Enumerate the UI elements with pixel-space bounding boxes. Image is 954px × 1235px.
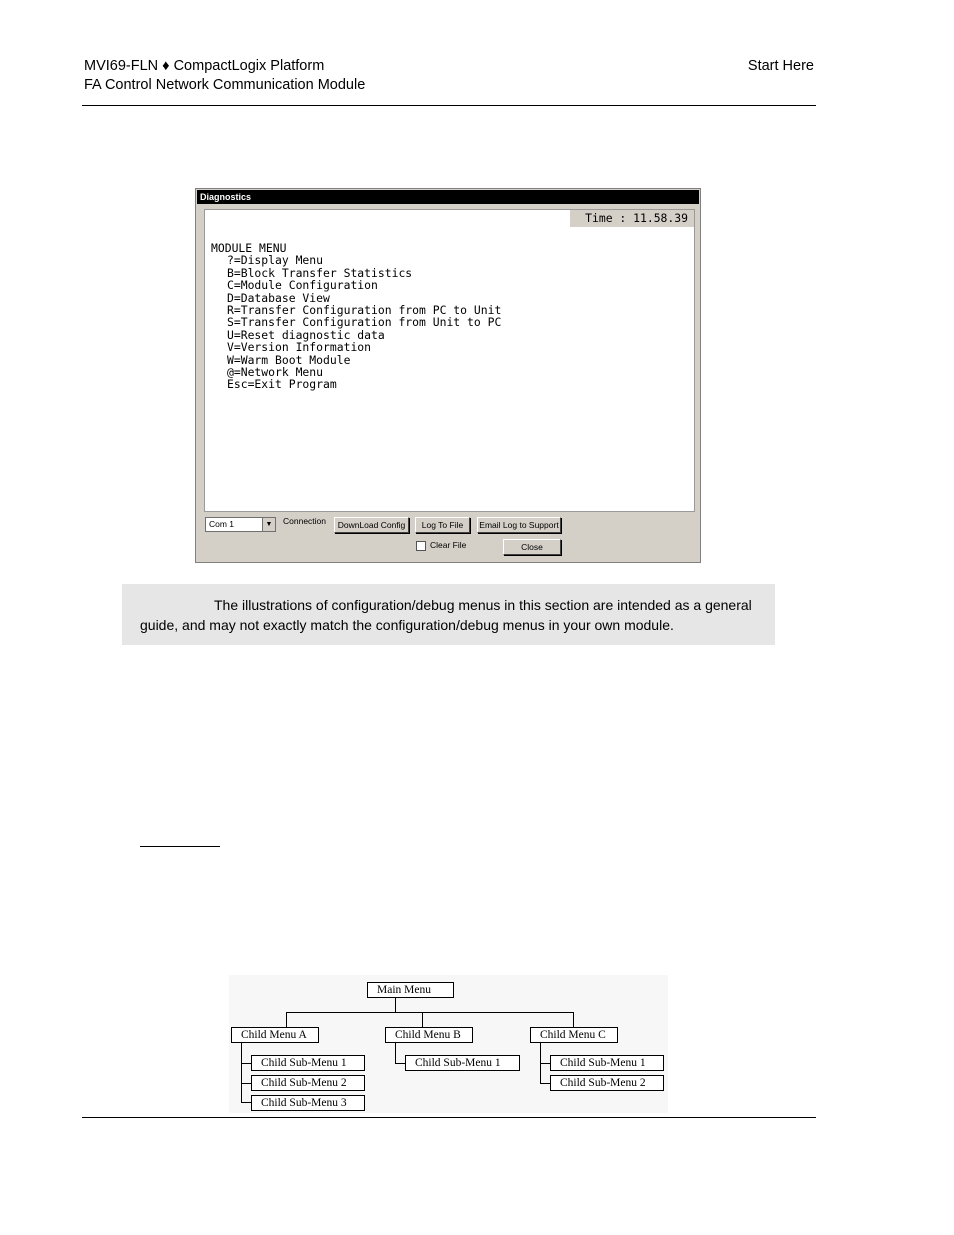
- connector: [395, 998, 396, 1012]
- chevron-down-icon[interactable]: ▼: [262, 518, 275, 531]
- port-value: Com 1: [209, 519, 235, 529]
- menu-item: ?=Display Menu: [227, 253, 324, 268]
- menu-title: MODULE MENU: [211, 241, 287, 255]
- header-rule: [82, 105, 816, 106]
- connector: [286, 1012, 573, 1013]
- tree-node-b1: Child Sub-Menu 1: [405, 1055, 520, 1071]
- menu-tree-diagram: [229, 975, 668, 1113]
- module-menu: [211, 242, 501, 391]
- tree-node-c2: Child Sub-Menu 2: [550, 1075, 664, 1091]
- connector: [395, 1063, 405, 1064]
- menu-item: U=Reset diagnostic data: [227, 327, 385, 342]
- menu-item: @=Network Menu: [227, 365, 324, 380]
- note-box: [122, 584, 775, 645]
- tree-node-a: Child Menu A: [231, 1027, 319, 1043]
- tree-node-c1: Child Sub-Menu 1: [550, 1055, 664, 1071]
- connection-label: Connection: [283, 516, 327, 526]
- connector: [241, 1043, 242, 1103]
- log-to-file-button[interactable]: Log To File: [415, 517, 470, 533]
- menu-item: R=Transfer Configuration from PC to Unit: [227, 303, 502, 318]
- menu-item: B=Block Transfer Statistics: [227, 265, 413, 280]
- email-log-button[interactable]: Email Log to Support: [477, 517, 561, 533]
- connector: [422, 1012, 423, 1027]
- menu-item: Esc=Exit Program: [227, 377, 337, 392]
- time-readout: Time : 11.58.39: [570, 210, 694, 227]
- connector: [395, 1043, 396, 1064]
- footer-rule: [82, 1117, 816, 1118]
- connector: [241, 1102, 251, 1103]
- tree-node-a1: Child Sub-Menu 1: [251, 1055, 365, 1071]
- clear-file-label: Clear File: [430, 540, 467, 550]
- menu-item: V=Version Information: [227, 340, 372, 355]
- menu-item: S=Transfer Configuration from Unit to PC: [227, 315, 502, 330]
- port-select[interactable]: [205, 517, 276, 532]
- connector: [286, 1012, 287, 1027]
- download-config-button[interactable]: DownLoad Config: [334, 517, 409, 533]
- tree-node-a2: Child Sub-Menu 2: [251, 1075, 365, 1091]
- tree-node-root: Main Menu: [367, 982, 454, 998]
- header-product: MVI69-FLN ♦ CompactLogix Platform: [84, 58, 325, 74]
- menu-item: C=Module Configuration: [227, 278, 378, 293]
- connector: [241, 1083, 251, 1084]
- clear-file-checkbox[interactable]: [416, 541, 426, 551]
- note-text: The illustrations of configuration/debug menus in this section are intended as a general guide, and may not exactly match the configuration/debug menus in your own module.: [140, 597, 752, 633]
- diagnostics-window: [195, 188, 701, 563]
- page-header-left: [84, 57, 365, 95]
- console-output: [204, 209, 695, 512]
- tree-node-c: Child Menu C: [530, 1027, 618, 1043]
- connector: [241, 1063, 251, 1064]
- tree-node-a3: Child Sub-Menu 3: [251, 1095, 365, 1111]
- menu-item: D=Database View: [227, 290, 330, 305]
- connector: [540, 1083, 550, 1084]
- tree-node-b: Child Menu B: [385, 1027, 473, 1043]
- header-section: Start Here: [747, 58, 814, 74]
- header-module: FA Control Network Communication Module: [84, 77, 366, 93]
- menu-item: W=Warm Boot Module: [227, 352, 351, 367]
- close-button[interactable]: Close: [503, 539, 561, 555]
- connector: [540, 1063, 550, 1064]
- window-title: Diagnostics: [197, 190, 699, 204]
- connector: [573, 1012, 574, 1027]
- section-rule: [140, 846, 220, 847]
